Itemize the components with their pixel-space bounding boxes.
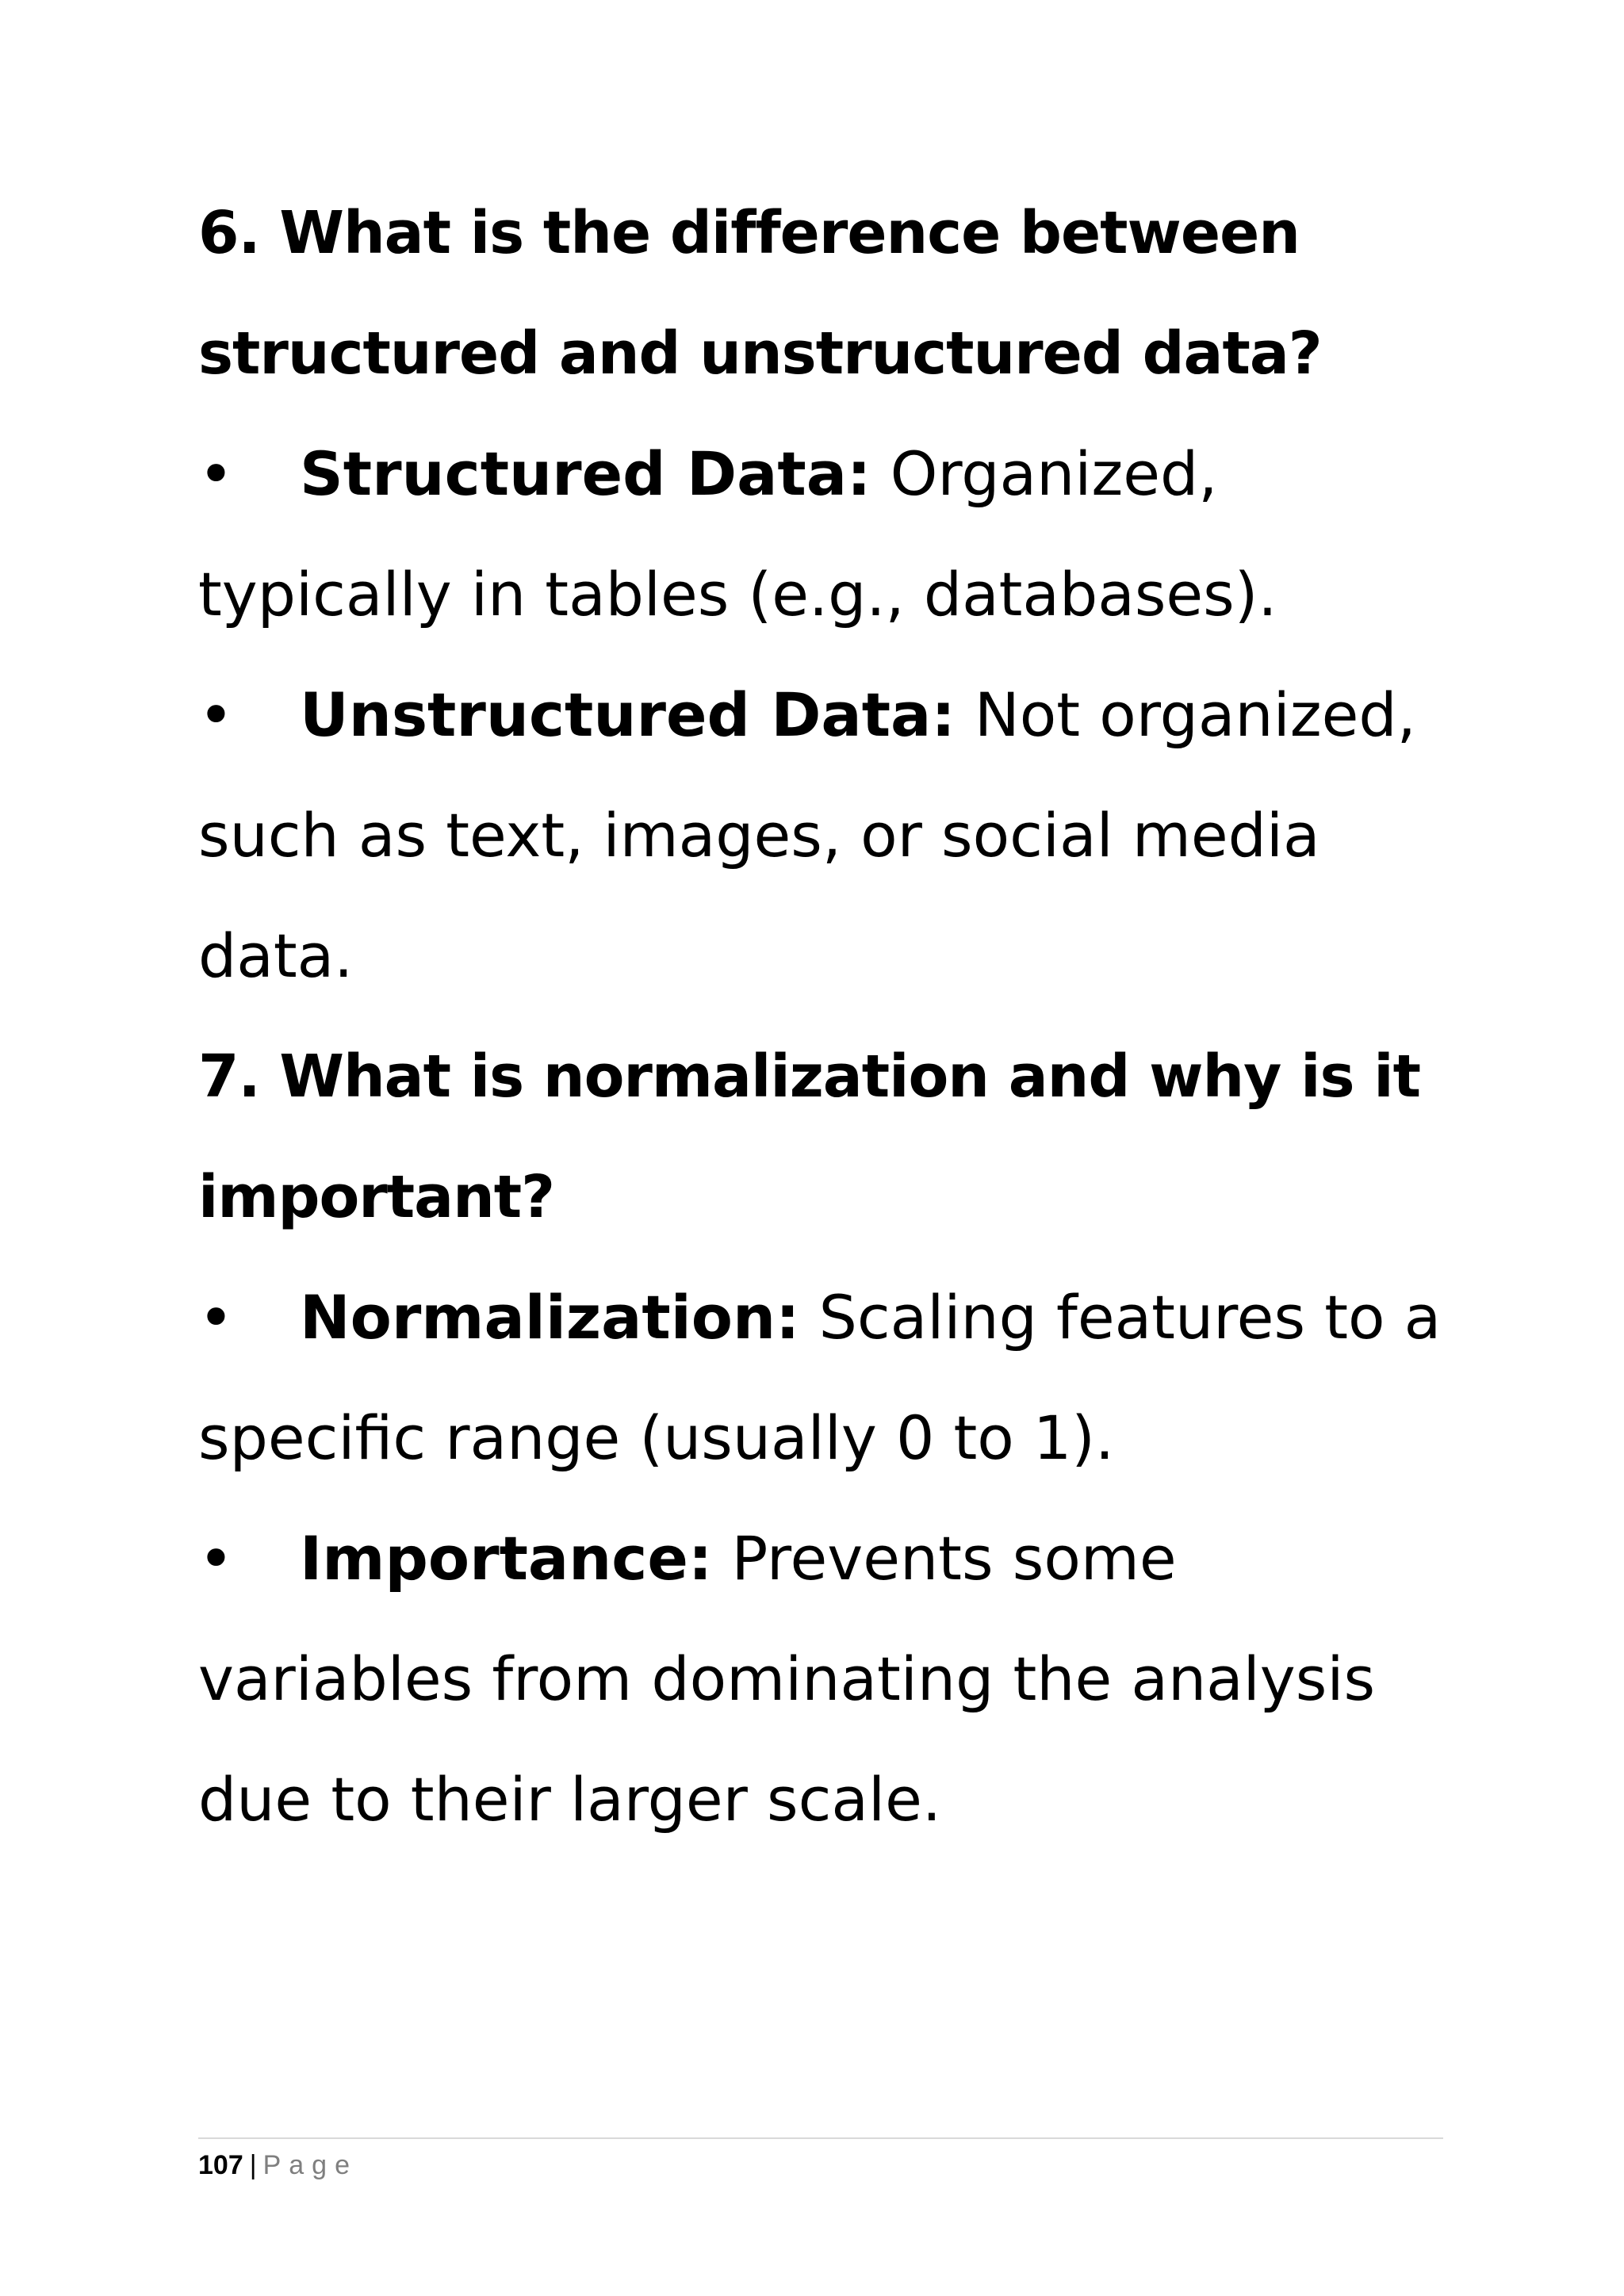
question-7-heading: 7. What is normalization and why is it important? xyxy=(198,1043,1421,1231)
bullet-icon: • xyxy=(198,679,234,750)
bullet-structured-data xyxy=(198,414,1443,655)
page-number: 107 xyxy=(198,2150,243,2180)
bullet-icon: • xyxy=(198,1282,234,1353)
page-label: Page xyxy=(262,2150,358,2180)
bullet-term: Structured Data: xyxy=(300,438,871,509)
question-6-heading: 6. What is the difference between structured and unstructured data? xyxy=(198,199,1322,388)
bullet-term: Importance: xyxy=(300,1523,713,1594)
bullet-term: Normalization: xyxy=(300,1282,800,1353)
bullet-normalization xyxy=(198,1257,1443,1498)
bullet-text: Not organized, such as text, images, or social media data. xyxy=(198,679,1416,991)
page-footer xyxy=(198,2137,1443,2181)
bullet-text: Prevents some variables from dominating the analysis due to their larger scale. xyxy=(198,1523,1376,1835)
page-content xyxy=(198,173,1443,1860)
page-separator: | xyxy=(249,2150,257,2180)
bullet-text: Scaling features to a specific range (usually 0 to 1). xyxy=(198,1282,1442,1473)
bullet-importance xyxy=(198,1498,1443,1860)
bullet-icon: • xyxy=(198,438,234,509)
bullet-term: Unstructured Data: xyxy=(300,679,956,750)
bullet-text: Organized, typically in tables (e.g., databases). xyxy=(198,438,1277,629)
bullet-unstructured-data xyxy=(198,655,1443,1016)
bullet-icon: • xyxy=(198,1523,234,1594)
